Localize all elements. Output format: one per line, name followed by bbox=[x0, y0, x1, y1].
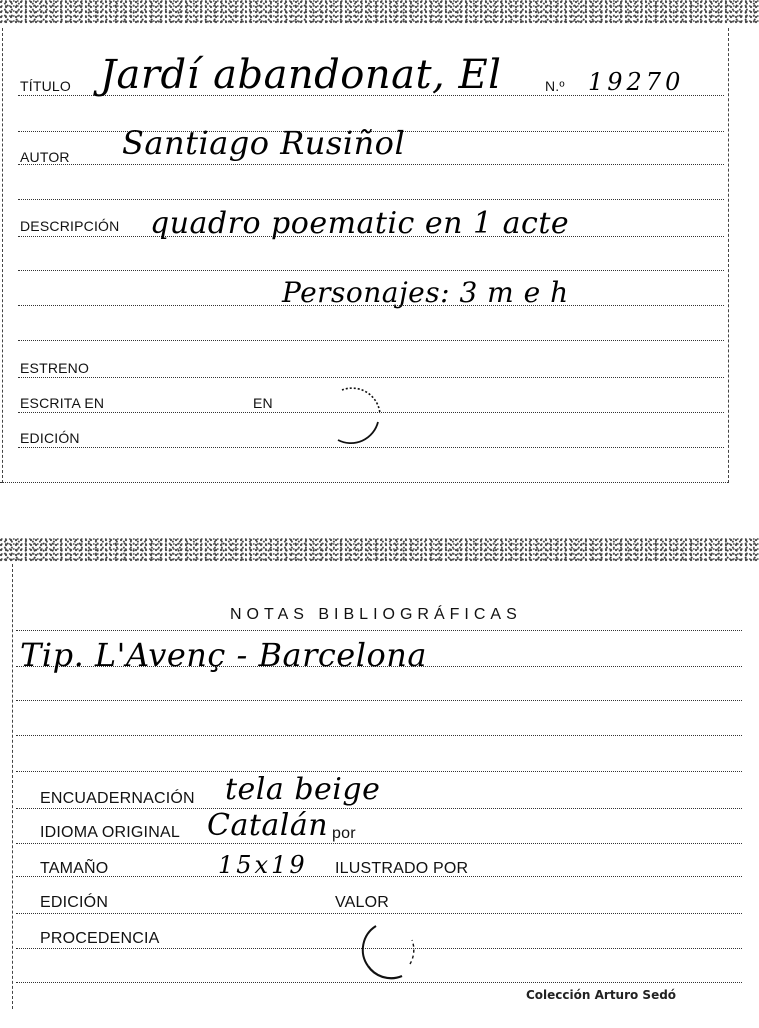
ruled-line bbox=[18, 377, 724, 378]
label-encuadernacion: ENCUADERNACIÓN bbox=[40, 790, 195, 807]
ruled-line bbox=[18, 164, 724, 165]
scan-noise-band bbox=[0, 538, 759, 562]
value-titulo: Jardí abandonat, El bbox=[100, 52, 502, 98]
value-encuadernacion: tela beige bbox=[225, 772, 381, 807]
hole-punch-mark bbox=[352, 916, 422, 986]
label-autor: AUTOR bbox=[20, 149, 70, 165]
label-titulo: TÍTULO bbox=[20, 78, 71, 94]
label-escrita-en: ESCRITA EN bbox=[20, 395, 105, 411]
card-left-border bbox=[2, 28, 3, 483]
card-right-border bbox=[728, 28, 729, 483]
card-left-border bbox=[12, 564, 13, 1009]
catalog-card-notes bbox=[0, 538, 759, 1013]
ruled-line bbox=[16, 735, 742, 736]
value-idioma-original: Catalán bbox=[207, 808, 329, 843]
ruled-line bbox=[16, 843, 742, 844]
value-tamano: 15x19 bbox=[218, 851, 308, 879]
label-por: por bbox=[332, 825, 356, 842]
ruled-line bbox=[0, 482, 728, 483]
label-valor: VALOR bbox=[335, 894, 390, 911]
label-descripcion: DESCRIPCIÓN bbox=[20, 218, 120, 234]
label-ilustrado-por: ILUSTRADO POR bbox=[335, 860, 469, 877]
catalog-card-main bbox=[0, 0, 759, 495]
label-estreno: ESTRENO bbox=[20, 360, 90, 376]
ruled-line bbox=[16, 808, 742, 809]
ruled-line bbox=[16, 700, 742, 701]
ruled-line bbox=[16, 913, 742, 914]
label-edicion: EDICIÓN bbox=[20, 430, 80, 446]
hole-punch-mark bbox=[320, 382, 390, 452]
value-personajes: Personajes: 3 m e h bbox=[282, 276, 569, 309]
notas-heading: NOTAS BIBLIOGRÁFICAS bbox=[230, 606, 522, 623]
collection-credit: Colección Arturo Sedó bbox=[526, 988, 677, 1002]
label-tamano: TAMAÑO bbox=[40, 860, 109, 877]
scan-noise-band bbox=[0, 0, 759, 24]
ruled-line bbox=[18, 340, 724, 341]
ruled-line bbox=[18, 270, 724, 271]
value-descripcion: quadro poematic en 1 acte bbox=[150, 206, 570, 241]
label-procedencia: PROCEDENCIA bbox=[40, 930, 160, 947]
label-idioma-original: IDIOMA ORIGINAL bbox=[40, 824, 180, 841]
value-numero: 19270 bbox=[588, 68, 685, 96]
value-autor: Santiago Rusiñol bbox=[122, 124, 406, 162]
label-numero: N.º bbox=[545, 78, 565, 94]
value-notas: Tip. L'Avenç - Barcelona bbox=[20, 636, 427, 674]
label-edicion: EDICIÓN bbox=[40, 894, 109, 911]
label-en: EN bbox=[253, 395, 273, 411]
ruled-line bbox=[18, 199, 724, 200]
ruled-line bbox=[16, 630, 742, 631]
